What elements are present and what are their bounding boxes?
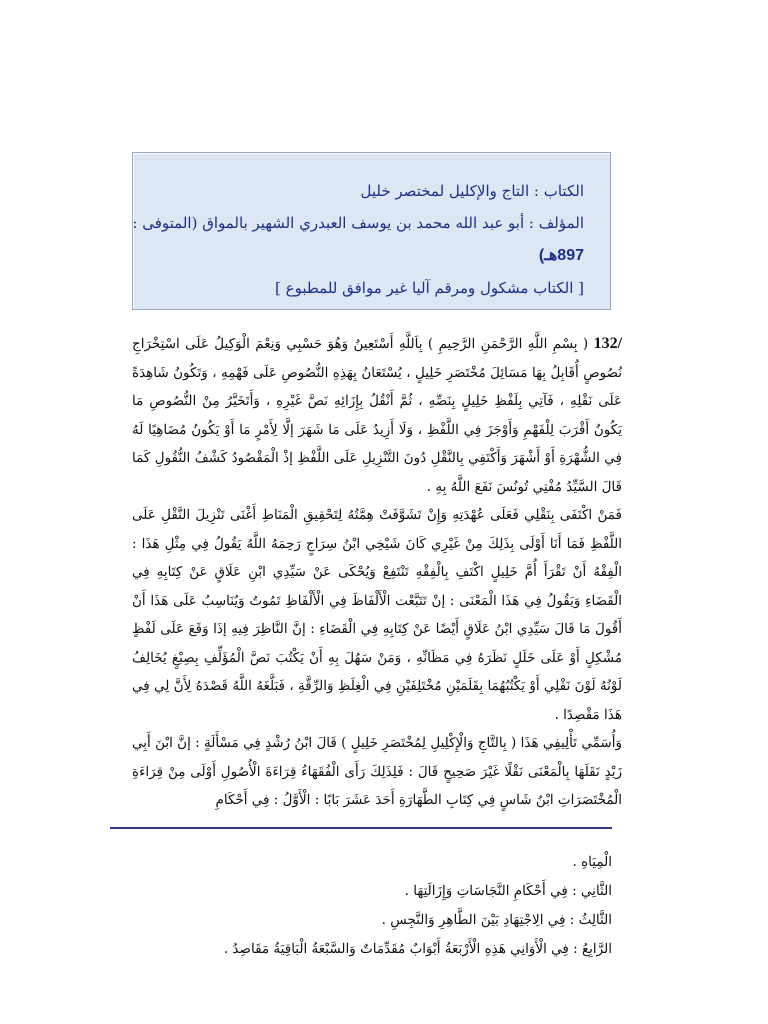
- section-divider: [110, 827, 612, 829]
- chapter-line-3: الثَّالِثُ : فِي الِاجْتِهَادِ بَيْنَ الطَّاهِرِ وَالنَّجِسِ .: [381, 912, 612, 928]
- death-year: 897هـ): [538, 247, 584, 264]
- paragraph-2: فَمَنْ اكْتَفَى بِنَقْلِي فَعَلَى عُهْدَتِهِ وَإِنْ تَشَوَّفَتْ هِمَّتُهُ لِتَحْقِيقِ الْمَنَاطِ أَغْنَى تَنْزِيلَ النَّقْلِ عَلَى اللَّفْظِ فَمَا أَنَا أَوْلَى بِذَلِكَ مِنْ غَيْرِي كَانَ شَيْخِي ابْنُ سِرَاجٍ رَحِمَهُ اللَّهُ يَقُولُ فِي مِثْلِ هَذَا : الْفِقْهُ أَنْ تَقْرَأَ أُمَّ خَلِيلٍ اكْتَفِ بِالْفِقْهِ تَنْتَفِعْ وَيُحْكَى عَنْ سَيِّدِي ابْنِ عَلَاقٍ عَنْ كِتَابِهِ فِي الْقَضَاءِ وَيَقُولُ فِي هَذَا الْمَعْنَى : إنْ تَتَبَّعْت الْأَلْفَاظَ فِي الْأَلْفَاظِ تَمُوتُ وَيُنَاسِبُ عَلَى هَذَا أَنْ أَقُولَ مَا قَالَ سَيِّدِي ابْنُ عَلَاقٍ أَيْضًا عَنْ كِتَابِهِ فِي الْقَضَاءِ : إنَّ النَّاظِرَ فِيهِ إذَا وَقَعَ عَلَى لَفْظٍ مُشْكِلٍ أَوْ عَلَى خَلَلٍ نَظَرَهُ فِي مَظَانِّهِ ، وَمَنْ سَهُلَ بِهِ أَنْ يَكْتُبَ نَصَّ الْمُؤَلِّفِ بِصِبْغٍ يُخَالِفُ لَوْنُهُ لَوْنَ نَقْلِي أَوْ يَكْتُبُهُمَا بِقَلَمَيْنِ مُخْتَلِفَيْنِ فِي الْغِلَظِ وَالرِّقَّةِ ، فَبَلَّغَهُ اللَّهُ قَصْدَهُ لِأَنَّ لِي فِي هَذَا مَقْصِدًا .: [132, 507, 622, 723]
- paragraph-3: وَأُسَمِّي تَأْلِيفِي هَذَا ( بِالتَّاجِ وَالْإِكْلِيلِ لِمُخْتَصَرِ خَلِيلٍ ) قَالَ ابْنُ رُشْدٍ فِي مَسْأَلَةٍ : إنَّ ابْنَ أَبِي زَيْدٍ نَقَلَهَا بِالْمَعْنَى نَقْلًا غَيْرَ صَحِيحٍ قَالَ : فَلِذَلِكَ رَأَى الْفُقَهَاءُ قِرَاءَةَ الْأُصُولِ أَوْلَى مِنْ قِرَاءَةِ الْمُخْتَصَرَاتِ ابْنُ شَاسٍ فِي كِتَابِ الطَّهَارَةِ أَحَدَ عَشَرَ بَابًا : الْأَوَّلُ : فِي أَحْكَامِ: [132, 735, 622, 808]
- author-line: المؤلف : أبو عبد الله محمد بن يوسف العبدري الشهير بالمواق (المتوفى :: [132, 214, 584, 232]
- book-info-box: [132, 152, 611, 310]
- chapter-line-4: الرَّابِعُ : فِي الْأَوَانِي هَذِهِ الْأَرْبَعَةُ أَبْوَابٌ مُقَدِّمَاتٌ وَالسَّبْعَةُ الْبَاقِيَةُ مَقَاصِدُ .: [223, 941, 612, 957]
- page-marker: /132: [593, 335, 623, 352]
- main-text: [132, 330, 622, 815]
- chapter-line-2: الثَّانِي : فِي أَحْكَامِ النَّجَاسَاتِ وَإِزَالَتِهَا .: [404, 883, 612, 899]
- edition-note: [ الكتاب مشكول ومرقم آليا غير موافق للمطبوع ]: [275, 279, 584, 297]
- paragraph-1: [132, 330, 622, 501]
- death-year-line: [147, 239, 584, 272]
- book-title: الكتاب : التاج والإكليل لمختصر خليل: [360, 182, 584, 200]
- chapter-list: [110, 848, 612, 964]
- chapter-line-1: الْمِيَاهِ .: [572, 854, 612, 870]
- paragraph-1-text: ( بِسْمِ اللَّهِ الرَّحْمَنِ الرَّحِيمِ ) بِاَللَّهِ أَسْتَعِينُ وَهُوَ حَسْبِي وَنِعْمَ الْوَكِيلُ عَلَى اسْتِخْرَاجِ نُصُوصٍ أُقَابِلُ بِهَا مَسَائِلَ مُخْتَصَرِ خَلِيلٍ ، يُسْتَعَانُ بِهَذِهِ النُّصُوصِ عَلَى فَهْمِهِ ، وَتَكُونُ شَاهِدَةً عَلَى نَقْلِهِ ، فَآتِي بِلَفْظِ خَلِيلٍ بِنَصِّهِ ، ثُمَّ أَنْقُلُ بِإِزَائِهِ نَصَّ غَيْرِهِ ، وَأَتَخَيَّرُ مِنْ النُّصُوصِ مَا يَكُونُ أَقْرَبَ لِلْفَهْمِ وَأَوْجَزَ فِي اللَّفْظِ ، وَلَا أَزِيدُ عَلَى مَا شَهَرَ إلَّا لِأَمْرٍ مَا أَوْ يَكُونُ مُضَاهِيًا لَهُ فِي الشُّهْرَةِ أَوْ أَشْهَرَ وَأَكْتَفِي بِالنَّقْلِ دُونَ التَّنْزِيلِ عَلَى اللَّفْظِ إذْ الْمَقْصُودُ كَشْفُ النُّقُولِ كَمَا قَالَ السَّيِّدُ مُفْتِي تُونُسَ نَفَعَ اللَّهُ بِهِ .: [132, 336, 622, 495]
